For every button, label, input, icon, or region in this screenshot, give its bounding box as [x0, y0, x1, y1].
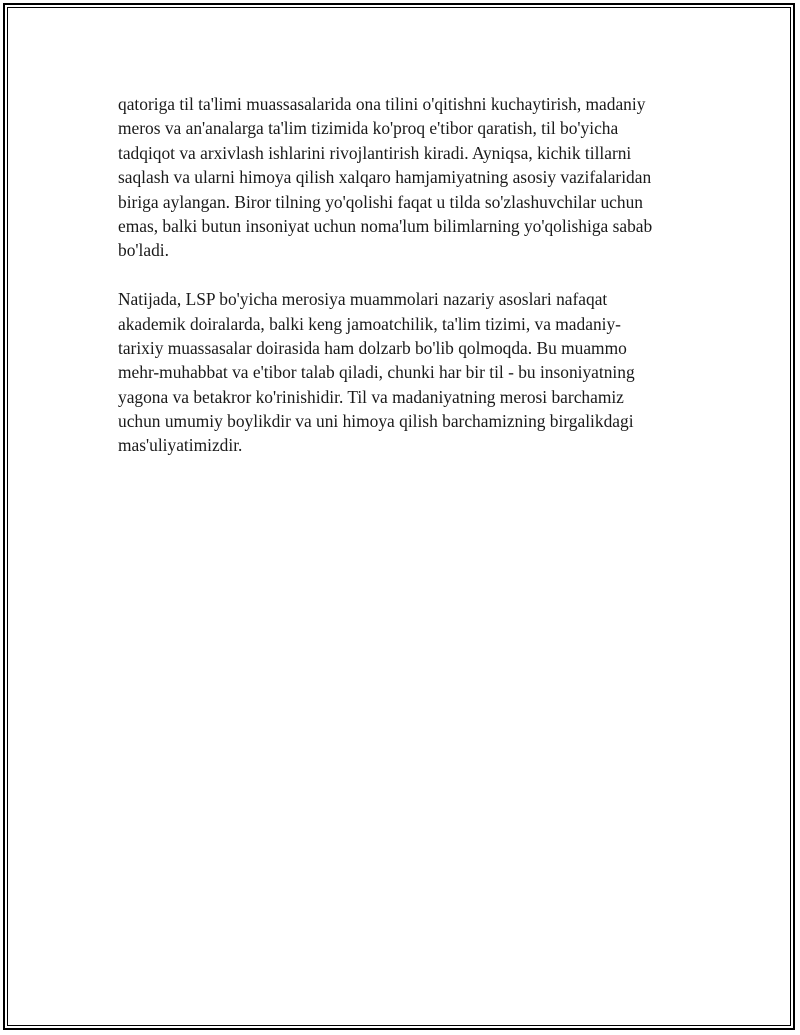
text-line: tadqiqot va arxivlash ishlarini rivojlantirish kiradi. Ayniqsa, kichik tillarni — [118, 142, 632, 163]
text-line: mas'uliyatimizdir. — [118, 435, 243, 456]
text-line: meros va an'analarga ta'lim tizimida ko'proq e'tibor qaratish, til bo'yicha — [118, 118, 619, 139]
text-line: saqlash va ularni himoya qilish xalqaro hamjamiyatning asosiy vazifalaridan — [118, 167, 652, 188]
text-line: emas, balki butun insoniyat uchun noma'lum bilimlarning yo'qolishiga sabab — [118, 215, 653, 236]
text-line: uchun umumiy boylikdir va uni himoya qilish barchamizning birgalikdagi — [118, 411, 634, 432]
paragraph-2 — [118, 287, 686, 458]
text-line: tarixiy muassasalar doirasida ham dolzarb bo'lib qolmoqda. Bu muammo — [118, 337, 627, 358]
text-line: bo'ladi. — [118, 240, 169, 261]
text-line: akademik doiralarda, balki keng jamoatchilik, ta'lim tizimi, va madaniy- — [118, 313, 621, 334]
text-line: qatoriga til ta'limi muassasalarida ona tilini o'qitishni kuchaytirish, madaniy — [118, 94, 646, 114]
text-line: yagona va betakror ko'rinishidir. Til va madaniyatning merosi barchamiz — [118, 386, 624, 407]
text-line: biriga aylangan. Biror tilning yo'qolishi faqat u tilda so'zlashuvchilar uchun — [118, 191, 643, 212]
text-line: Natijada, LSP bo'yicha merosiya muammolari nazariy asoslari nafaqat — [118, 289, 608, 310]
paragraph-1 — [118, 92, 686, 263]
document-body — [118, 92, 686, 458]
text-line: mehr-muhabbat va e'tibor talab qiladi, chunki har bir til - bu insoniyatning — [118, 362, 635, 383]
